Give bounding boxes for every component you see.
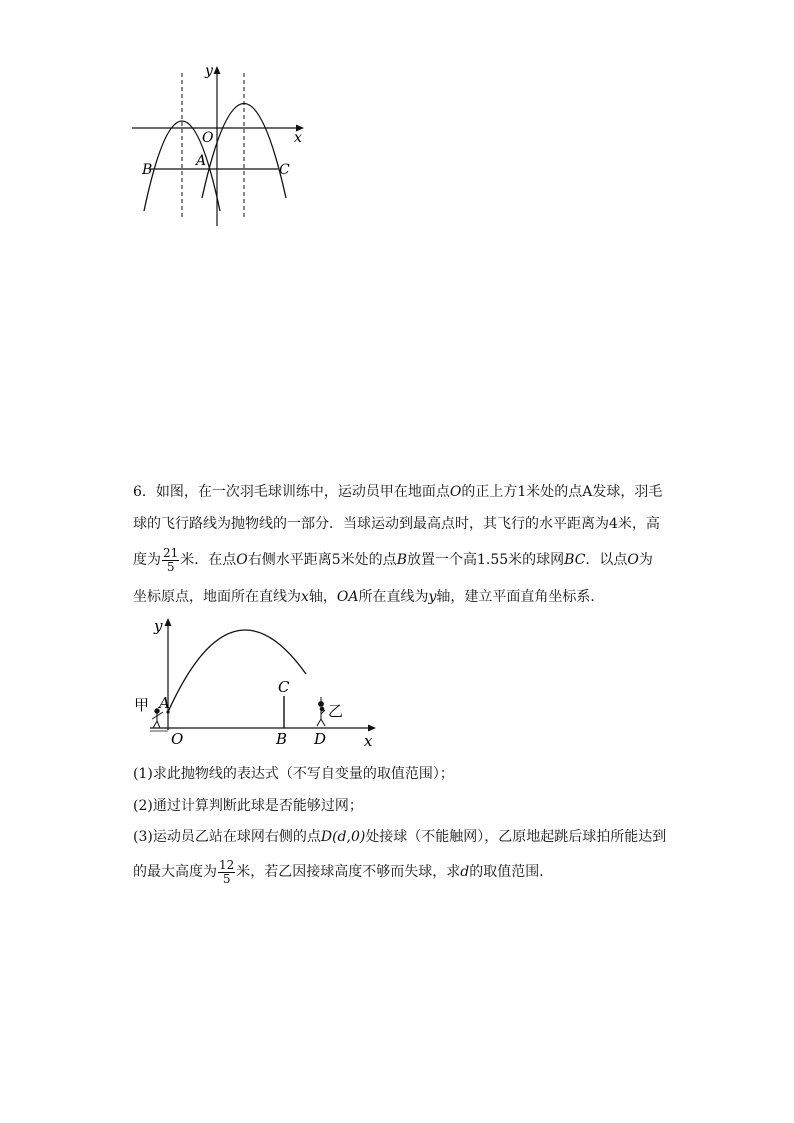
fig1-b-label: B [142, 162, 153, 178]
fig2-b-label: B [276, 730, 288, 748]
fig1-o-label: O [202, 130, 214, 146]
fig2-y-label: y [154, 617, 163, 635]
problem6-line1: 6．如图，在一次羽毛球训练中，运动员甲在地面点O的正上方1米处的点A发球，羽毛 [133, 484, 663, 500]
parabola-figure-1 [128, 58, 312, 230]
fraction-21-5: $\frac{21}{5}$ [163, 545, 179, 574]
fig1-x-label: x [294, 130, 302, 146]
fig1-a-label: A [196, 153, 207, 169]
question-3-line2: 的最大高度为 $\frac{12}{5}$ 米，若乙因接球高度不够而失球，求d的取值范围． [133, 857, 554, 886]
fig2-x-label: x [364, 732, 373, 750]
problem6-line4: 坐标原点，地面所在直线为x轴，OA所在直线为y轴，建立平面直角坐标系． [133, 589, 605, 605]
problem6-line2: 球的飞行路线为抛物线的一部分．当球运动到最高点时，其飞行的水平距离为4米，高 [133, 516, 660, 532]
fig2-o-label: O [171, 730, 184, 748]
player-yi-figure [317, 697, 325, 726]
badminton-figure [128, 612, 390, 752]
fig1-c-label: C [279, 162, 290, 178]
fig2-x-axis-arrow [368, 725, 376, 732]
fig2-y-axis-arrow [165, 618, 172, 626]
fig2-jia-label: 甲 [134, 696, 150, 714]
fraction-12-5: $\frac{12}{5}$ [219, 857, 235, 886]
question-2: (2)通过计算判断此球是否能够过网； [133, 798, 363, 814]
question-3-line1: (3)运动员乙站在球网右侧的点D(d,0)处接球（不能触网），乙原地起跳后球拍所能达到 [133, 829, 667, 845]
fig2-yi-label: 乙 [328, 702, 344, 720]
fig2-d-label: D [314, 730, 327, 748]
question-1: (1)求此抛物线的表达式（不写自变量的取值范围）； [133, 766, 454, 782]
fig2-a-label: A [159, 694, 170, 712]
trajectory-curve [168, 630, 306, 712]
fig2-c-label: C [278, 678, 290, 696]
y-axis-arrow [214, 66, 221, 74]
problem6-line3: 度为 $\frac{21}{5}$ 米．在点O右侧水平距离5米处的点B放置一个高1.55米的球网BC．以点O为 [133, 545, 653, 574]
fig1-y-label: y [205, 63, 213, 79]
